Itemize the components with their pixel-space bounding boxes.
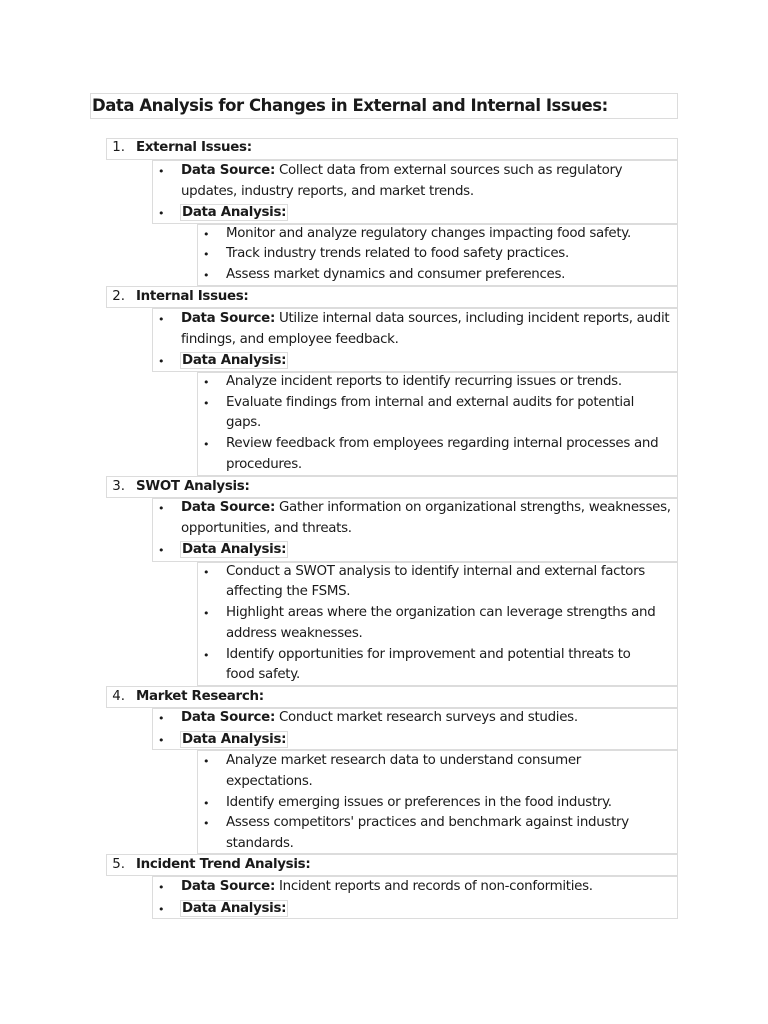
bullet-icon: • — [203, 607, 210, 620]
bullet-icon: • — [158, 502, 165, 515]
section-3-item-3-cont: food safety. — [226, 667, 300, 682]
section-1-source-line-2: updates, industry reports, and market trends. — [181, 184, 474, 199]
section-2-item-3-cont: procedures. — [226, 457, 302, 472]
section-2-analysis-label: Data Analysis: — [182, 353, 287, 368]
section-3-heading: SWOT Analysis: — [136, 479, 250, 494]
section-3-item-2: Highlight areas where the organization can leverage strengths and — [226, 605, 656, 620]
section-3-analysis-line — [181, 540, 288, 560]
section-4-analysis-label: Data Analysis: — [182, 732, 287, 747]
section-1-number: 1. — [112, 140, 125, 155]
section-2-heading: Internal Issues: — [136, 289, 249, 304]
section-4-source-line-1 — [181, 708, 578, 728]
section-1-heading: External Issues: — [136, 140, 252, 155]
bullet-icon: • — [203, 269, 210, 282]
section-2-item-3: Review feedback from employees regarding internal processes and — [226, 436, 659, 451]
bullet-icon: • — [158, 544, 165, 557]
section-4-number: 4. — [112, 689, 125, 704]
section-3-source-line-2: opportunities, and threats. — [181, 521, 352, 536]
section-4-item-2: Identify emerging issues or preferences in the food industry. — [226, 795, 612, 810]
section-5-source-label: Data Source: — [181, 879, 276, 894]
section-2-item-1: Analyze incident reports to identify recurring issues or trends. — [226, 374, 622, 389]
section-3-source-text-1: Gather information on organizational strengths, weaknesses, — [278, 500, 671, 515]
bullet-icon: • — [158, 881, 165, 894]
section-1-item-2: Track industry trends related to food safety practices. — [226, 246, 569, 261]
section-3-item-3: Identify opportunities for improvement and potential threats to — [226, 647, 631, 662]
section-3-source-label: Data Source: — [181, 500, 276, 515]
bullet-icon: • — [158, 207, 165, 220]
section-4-item-1: Analyze market research data to understand consumer — [226, 753, 581, 768]
section-5-number: 5. — [112, 857, 125, 872]
section-2-source-text-1: Utilize internal data sources, including incident reports, audit — [278, 311, 670, 326]
page-title: Data Analysis for Changes in External and Internal Issues: — [90, 93, 678, 119]
section-4-item-3: Assess competitors' practices and benchmark against industry — [226, 815, 629, 830]
section-4-heading: Market Research: — [136, 689, 264, 704]
bullet-icon: • — [203, 438, 210, 451]
section-2-source-label: Data Source: — [181, 311, 276, 326]
bullet-icon: • — [158, 734, 165, 747]
bullet-icon: • — [158, 903, 165, 916]
section-3-item-1: Conduct a SWOT analysis to identify internal and external factors — [226, 564, 645, 579]
section-4-source-label: Data Source: — [181, 710, 276, 725]
section-1-source-text-1: Collect data from external sources such as regulatory — [278, 163, 623, 178]
bullet-icon: • — [203, 755, 210, 768]
section-4-analysis-line — [181, 730, 288, 750]
section-1-analysis-label: Data Analysis: — [182, 205, 287, 220]
section-1-item-1: Monitor and analyze regulatory changes impacting food safety. — [226, 226, 631, 241]
section-5-analysis-line — [181, 899, 288, 919]
section-2-source-line-1 — [181, 309, 669, 329]
section-5-source-text-1: Incident reports and records of non-conformities. — [278, 879, 593, 894]
section-5-source-line-1 — [181, 877, 593, 897]
section-2-item-2-cont: gaps. — [226, 415, 261, 430]
bullet-icon: • — [203, 376, 210, 389]
bullet-icon: • — [203, 817, 210, 830]
bullet-icon: • — [203, 649, 210, 662]
bullet-icon: • — [203, 248, 210, 261]
bullet-icon: • — [158, 313, 165, 326]
bullet-icon: • — [158, 712, 165, 725]
section-4-source-text-1: Conduct market research surveys and studies. — [278, 710, 578, 725]
section-2-number: 2. — [112, 289, 125, 304]
bullet-icon: • — [203, 797, 210, 810]
section-3-source-line-1 — [181, 498, 671, 518]
section-4-item-1-cont: expectations. — [226, 774, 313, 789]
bullet-icon: • — [203, 566, 210, 579]
section-5-analysis-label: Data Analysis: — [182, 901, 287, 916]
section-2-analysis-line — [181, 351, 288, 371]
section-3-analysis-label: Data Analysis: — [182, 542, 287, 557]
section-2-source-line-2: findings, and employee feedback. — [181, 332, 399, 347]
section-1-analysis-line — [181, 203, 288, 223]
section-1-source-label: Data Source: — [181, 163, 276, 178]
section-4-item-3-cont: standards. — [226, 836, 294, 851]
section-1-source-line-1 — [181, 161, 622, 181]
section-5-heading: Incident Trend Analysis: — [136, 857, 311, 872]
section-3-number: 3. — [112, 479, 125, 494]
bullet-icon: • — [158, 165, 165, 178]
section-3-item-1-cont: affecting the FSMS. — [226, 584, 351, 599]
bullet-icon: • — [158, 355, 165, 368]
section-3-item-2-cont: address weaknesses. — [226, 626, 363, 641]
section-2-item-2: Evaluate findings from internal and external audits for potential — [226, 395, 635, 410]
section-1-item-3: Assess market dynamics and consumer preferences. — [226, 267, 566, 282]
bullet-icon: • — [203, 228, 210, 241]
bullet-icon: • — [203, 397, 210, 410]
